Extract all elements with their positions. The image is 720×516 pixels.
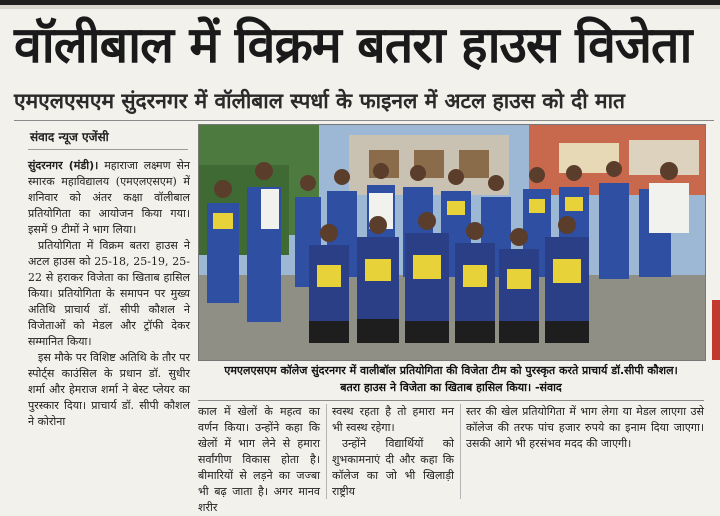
- adjacent-page-edge: [712, 300, 720, 360]
- paragraph-2: प्रतियोगिता में विक्रम बतरा हाउस ने अटल हाउस को 25-18, 25-19, 25-22 से हराकर विजेता का खिताब हासिल किया। प्रतियोगिता के समापन पर मुख्य अतिथि प्राचार्य डॉ. सीपी कौशल ने विजेताओं को मेडल और ट्रॉफी देकर सम्मानित किया।: [28, 239, 190, 348]
- column-4-text: स्तर की खेल प्रतियोगिता में भाग लेगा या मेडल लाएगा उसे कॉलेज की तरफ पांच हजार रुपये का इनाम दिया जाएगा। उसकी आगे भी हरसंभव मदद की जाएगी।: [466, 405, 704, 450]
- column-3-text-1: स्वस्थ रहता है तो हमारा मन भी स्वस्थ रहेगा।: [332, 405, 454, 434]
- byline: संवाद न्यूज एजेंसी: [30, 130, 109, 144]
- paragraph-3: इस मौके पर विशिष्ट अतिथि के तौर पर स्पोर्ट्स काउंसिल के प्रधान डॉ. सुधीर शर्मा और हेमराज शर्मा ने बेस्ट प्लेयर का पुरस्कार दिया। प्राचार्य डॉ. सीपी कौशल ने कोरोना: [28, 351, 190, 428]
- top-border-shadow: [0, 5, 720, 9]
- team-photo-graphic: [199, 125, 705, 360]
- body-column-3: [332, 404, 454, 499]
- caption-line-2: बतरा हाउस ने विजेता का खिताब हासिल किया। -संवाद: [340, 381, 562, 394]
- dateline: सुंदरनगर (मंडी)।: [28, 159, 99, 172]
- paragraph-1: [28, 158, 190, 238]
- body-column-4: [466, 404, 704, 499]
- byline-divider: [28, 149, 188, 150]
- caption-divider: [198, 400, 704, 401]
- caption-line-1: एमएलएसएम कॉलेज सुंदरनगर में वालीबॉल प्रतियोगिता की विजेता टीम को पुरस्कृत करते प्राचार्य डॉ.सीपी कौशल।: [224, 364, 678, 377]
- photo-caption: [198, 362, 704, 400]
- body-column-2: [198, 404, 320, 514]
- column-rule-1: [326, 404, 327, 499]
- headline: वॉलीबाल में विक्रम बतरा हाउस विजेता: [14, 16, 692, 74]
- paragraph-1-text: महाराजा लक्ष्मण सेन स्मारक महाविद्यालय (एमएलएसएम) में शनिवार को अंतर कक्षा वॉलीबाल प्रतियोगिता का आयोजन किया गया। इसमें 9 टीमों ने भाग लिया।: [28, 159, 190, 236]
- divider: [14, 120, 714, 121]
- body-column-1: [28, 158, 190, 498]
- column-2-text: काल में खेलों के महत्व का वर्णन किया। उन्होंने कहा कि खेलों में भाग लेने से हमारा सर्वांगीण विकास होता है। बीमारियों से लड़ने का जज्बा भी बढ़ जाता है। अगर मानव शरीर: [198, 405, 320, 514]
- column-rule-2: [460, 404, 461, 499]
- column-3-text-2: उन्होंने विद्यार्थियों को शुभकामनाएं दी और कहा कि कॉलेज का जो भी खिलाड़ी राष्ट्रीय: [332, 437, 454, 498]
- subheadline: एमएलएसएम सुंदरनगर में वॉलीबाल स्पर्धा के फाइनल में अटल हाउस को दी मात: [14, 89, 626, 113]
- team-photo: [198, 124, 706, 361]
